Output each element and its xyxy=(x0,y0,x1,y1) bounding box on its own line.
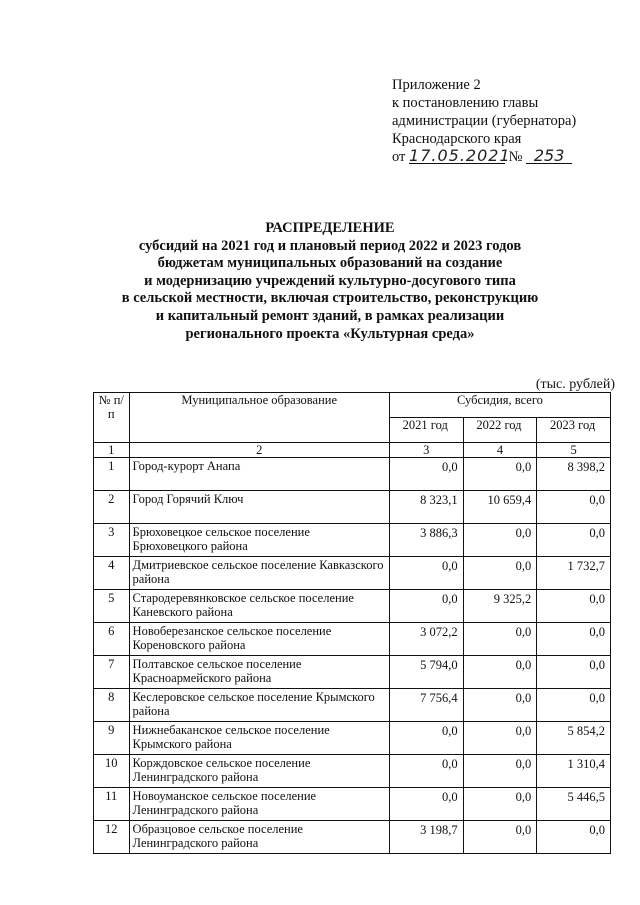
table-row xyxy=(94,557,611,590)
subsidy-2022-cell: 0,0 xyxy=(463,821,537,854)
subsidy-2021-cell: 3 072,2 xyxy=(389,623,463,656)
subsidy-2023-cell: 1 310,4 xyxy=(537,755,611,788)
municipality-name-cell: Кеслеровское сельское поселение Крымского района xyxy=(129,689,389,722)
subsidy-2022-cell: 0,0 xyxy=(463,458,537,491)
municipality-name-cell: Стародеревянковское сельское поселение Каневского района xyxy=(129,590,389,623)
document-title xyxy=(80,220,580,343)
subsidy-2023-cell: 0,0 xyxy=(537,590,611,623)
table-header-row xyxy=(94,393,611,418)
table-row xyxy=(94,458,611,491)
subsidy-2021-cell: 0,0 xyxy=(389,788,463,821)
subsidy-2021-cell: 0,0 xyxy=(389,557,463,590)
subsidy-2021-cell: 7 756,4 xyxy=(389,689,463,722)
row-number-cell: 11 xyxy=(94,788,130,821)
header-2021: 2021 год xyxy=(389,418,463,443)
subsidy-2021-cell: 0,0 xyxy=(389,722,463,755)
subsidy-distribution-table xyxy=(93,392,611,854)
table-row xyxy=(94,623,611,656)
subsidy-2023-cell: 1 732,7 xyxy=(537,557,611,590)
table-row xyxy=(94,491,611,524)
subsidy-2023-cell: 0,0 xyxy=(537,623,611,656)
annex-block xyxy=(392,76,576,166)
subsidy-2022-cell: 0,0 xyxy=(463,623,537,656)
subsidy-2023-cell: 0,0 xyxy=(537,491,611,524)
subsidy-2021-cell: 8 323,1 xyxy=(389,491,463,524)
title-line-2: бюджетам муниципальных образований на создание xyxy=(157,255,503,272)
annex-line-1: Приложение 2 xyxy=(392,77,481,93)
header-name: Муниципальное образование xyxy=(129,393,389,443)
subsidy-2023-cell: 5 446,5 xyxy=(537,788,611,821)
subsidy-2023-cell: 0,0 xyxy=(537,524,611,557)
subsidy-2023-cell: 5 854,2 xyxy=(537,722,611,755)
table-row xyxy=(94,656,611,689)
subsidy-2022-cell: 0,0 xyxy=(463,524,537,557)
subsidy-2022-cell: 0,0 xyxy=(463,557,537,590)
title-line-4: в сельской местности, включая строительство, реконструкцию xyxy=(121,290,539,307)
subsidy-2021-cell: 3 886,3 xyxy=(389,524,463,557)
table-index-row xyxy=(94,443,611,458)
header-no: № п/п xyxy=(94,393,130,443)
row-number-cell: 4 xyxy=(94,557,130,590)
subsidy-2021-cell: 5 794,0 xyxy=(389,656,463,689)
row-number-cell: 8 xyxy=(94,689,130,722)
municipality-name-cell: Нижнебаканское сельское поселение Крымского района xyxy=(129,722,389,755)
subsidy-2021-cell: 3 198,7 xyxy=(389,821,463,854)
annex-line-3: администрации (губернатора) xyxy=(392,113,577,129)
municipality-name-cell: Дмитриевское сельское поселение Кавказского района xyxy=(129,557,389,590)
index-cell: 5 xyxy=(537,443,611,458)
index-cell: 1 xyxy=(94,443,130,458)
index-cell: 4 xyxy=(463,443,537,458)
row-number-cell: 7 xyxy=(94,656,130,689)
handwritten-number: 253 xyxy=(526,148,572,164)
annex-line-2: к постановлению главы xyxy=(392,95,539,111)
municipality-name-cell: Корждовское сельское поселение Ленинградского района xyxy=(129,755,389,788)
table-row xyxy=(94,524,611,557)
title-line-3: и модернизацию учреждений культурно-досугового типа xyxy=(144,272,516,289)
municipality-name-cell: Город-курорт Анапа xyxy=(129,458,389,491)
table-row xyxy=(94,689,611,722)
title-line-1: субсидий на 2021 год и плановый период 2022 и 2023 годов xyxy=(138,237,522,254)
index-cell: 3 xyxy=(389,443,463,458)
index-cell: 2 xyxy=(129,443,389,458)
row-number-cell: 2 xyxy=(94,491,130,524)
municipality-name-cell: Город Горячий Ключ xyxy=(129,491,389,524)
units-label: (тыс. рублей) xyxy=(535,377,615,392)
municipality-name-cell: Новоуманское сельское поселение Ленинградского района xyxy=(129,788,389,821)
title-heading: РАСПРЕДЕЛЕНИЕ xyxy=(265,220,395,236)
table-body xyxy=(94,458,611,854)
municipality-name-cell: Новоберезанское сельское поселение Кореновского района xyxy=(129,623,389,656)
subsidy-2021-cell: 0,0 xyxy=(389,755,463,788)
table-row xyxy=(94,590,611,623)
subsidy-2022-cell: 10 659,4 xyxy=(463,491,537,524)
municipality-name-cell: Образцовое сельское поселение Ленинградского района xyxy=(129,821,389,854)
subsidy-2022-cell: 0,0 xyxy=(463,788,537,821)
subsidy-2021-cell: 0,0 xyxy=(389,458,463,491)
header-2023: 2023 год xyxy=(537,418,611,443)
row-number-cell: 3 xyxy=(94,524,130,557)
subsidy-2022-cell: 0,0 xyxy=(463,755,537,788)
from-label: от xyxy=(392,149,406,165)
header-subsidy-total: Субсидия, всего xyxy=(389,393,610,418)
subsidy-2023-cell: 0,0 xyxy=(537,656,611,689)
table-row xyxy=(94,755,611,788)
row-number-cell: 5 xyxy=(94,590,130,623)
row-number-cell: 10 xyxy=(94,755,130,788)
table-row xyxy=(94,788,611,821)
handwritten-date: 17.05.2021 xyxy=(409,146,511,165)
subsidy-2023-cell: 0,0 xyxy=(537,821,611,854)
table-row xyxy=(94,821,611,854)
row-number-cell: 9 xyxy=(94,722,130,755)
row-number-cell: 1 xyxy=(94,458,130,491)
annex-line-4: Краснодарского края xyxy=(392,131,522,147)
subsidy-2022-cell: 0,0 xyxy=(463,689,537,722)
subsidy-2022-cell: 0,0 xyxy=(463,656,537,689)
title-line-6: регионального проекта «Культурная среда» xyxy=(185,325,475,342)
municipality-name-cell: Брюховецкое сельское поселение Брюховецкого района xyxy=(129,524,389,557)
subsidy-2021-cell: 0,0 xyxy=(389,590,463,623)
row-number-cell: 6 xyxy=(94,623,130,656)
table-row xyxy=(94,722,611,755)
municipality-name-cell: Полтавское сельское поселение Красноармейского района xyxy=(129,656,389,689)
subsidy-2023-cell: 0,0 xyxy=(537,689,611,722)
subsidy-2022-cell: 0,0 xyxy=(463,722,537,755)
header-2022: 2022 год xyxy=(463,418,537,443)
subsidy-2022-cell: 9 325,2 xyxy=(463,590,537,623)
title-line-5: и капитальный ремонт зданий, в рамках реализации xyxy=(155,307,505,324)
row-number-cell: 12 xyxy=(94,821,130,854)
subsidy-2023-cell: 8 398,2 xyxy=(537,458,611,491)
number-label: № xyxy=(508,149,523,165)
decree-date-number-line xyxy=(392,148,576,166)
